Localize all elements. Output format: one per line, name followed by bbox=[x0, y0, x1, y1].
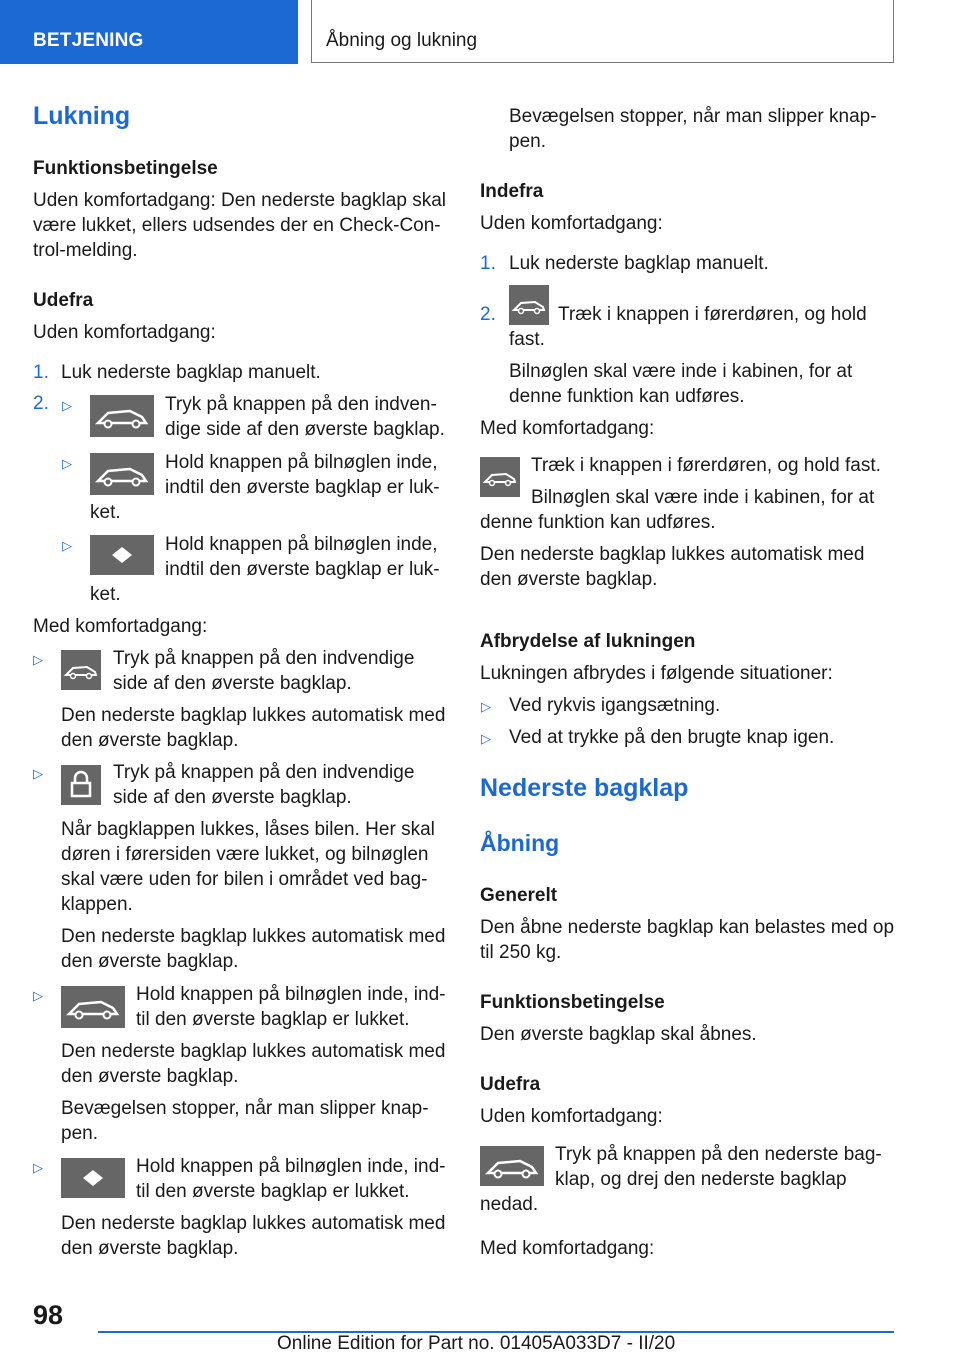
bullet-text: Tryk på knappen på den indven- bbox=[165, 394, 437, 415]
bullet-icon: ▷ bbox=[33, 1160, 43, 1175]
para-line: den øverste bagklap. bbox=[61, 1066, 239, 1087]
bullet-text: Ved at trykke på den brugte knap igen. bbox=[509, 727, 835, 748]
step-number: 2. bbox=[33, 393, 49, 414]
heading-indefra: Indefra bbox=[480, 181, 544, 202]
car-inside-button-icon bbox=[61, 650, 101, 690]
bullet-text: Tryk på knappen på den indvendige bbox=[113, 762, 415, 783]
heading-nederste-bagklap: Nederste bagklap bbox=[480, 774, 689, 802]
para-line: Bevægelsen stopper, når man slipper knap- bbox=[61, 1098, 429, 1119]
para-line: den øverste bagklap. bbox=[480, 569, 658, 590]
para-line: til 250 kg. bbox=[480, 942, 562, 963]
step-number: 1. bbox=[33, 362, 49, 383]
bullet-icon: ▷ bbox=[62, 538, 72, 553]
heading-abning: Åbning bbox=[480, 830, 560, 856]
para-line: klappen. bbox=[61, 894, 133, 915]
bullet-text: Hold knappen på bilnøglen inde, bbox=[165, 452, 438, 473]
para-line: Uden komfortadgang: bbox=[33, 322, 216, 343]
footer-edition: Online Edition for Part no. 01405A033D7 - II/20 bbox=[277, 1333, 676, 1354]
para-line: Når bagklappen lukkes, låses bilen. Her skal bbox=[61, 819, 435, 840]
step-number: 1. bbox=[480, 253, 496, 274]
door-button-icon bbox=[509, 285, 549, 325]
para-line: Bevægelsen stopper, når man slipper knap- bbox=[509, 106, 877, 127]
para-line: Med komfortadgang: bbox=[480, 1238, 655, 1259]
para-line: den øverste bagklap. bbox=[61, 730, 239, 751]
bullet-icon: ▷ bbox=[62, 398, 72, 413]
step-text: Træk i knappen i førerdøren, og hold bbox=[558, 304, 867, 325]
bullet-text: til den øverste bagklap er lukket. bbox=[136, 1181, 410, 1202]
car-key-tailgate-icon bbox=[61, 986, 125, 1028]
car-key-tailgate-icon bbox=[90, 453, 154, 495]
para-line: Bilnøglen skal være inde i kabinen, for at bbox=[531, 487, 875, 508]
heading-lukning: Lukning bbox=[33, 102, 131, 130]
step-number: 2. bbox=[480, 304, 496, 325]
bullet-text: side af den øverste bagklap. bbox=[113, 673, 352, 694]
para-line: denne funktion kan udføres. bbox=[480, 512, 716, 533]
bullet-text: Ved rykvis igangsætning. bbox=[509, 695, 721, 716]
bullet-text: Tryk på knappen på den indvendige bbox=[113, 648, 415, 669]
para-line: Bilnøglen skal være inde i kabinen, for at bbox=[509, 361, 853, 382]
bullet-text: Hold knappen på bilnøglen inde, ind- bbox=[136, 984, 446, 1005]
bullet-text: indtil den øverste bagklap er luk- bbox=[165, 477, 440, 498]
bullet-icon: ▷ bbox=[33, 988, 43, 1003]
bullet-text: ket. bbox=[90, 502, 121, 523]
para-line: klap, og drej den nederste bagklap bbox=[555, 1169, 847, 1190]
para-line: Den nederste bagklap lukkes automatisk med bbox=[61, 1213, 446, 1234]
heading-udefra: Udefra bbox=[33, 290, 94, 311]
para-line: Med komfortadgang: bbox=[480, 418, 655, 439]
para-line: Den øverste bagklap skal åbnes. bbox=[480, 1024, 757, 1045]
door-button-icon bbox=[480, 457, 520, 497]
heading-udefra: Udefra bbox=[480, 1074, 541, 1095]
bullet-text: ket. bbox=[90, 584, 121, 605]
step-text: Luk nederste bagklap manuelt. bbox=[509, 253, 769, 274]
section-title: BETJENING bbox=[33, 30, 144, 51]
bullet-text: indtil den øverste bagklap er luk- bbox=[165, 559, 440, 580]
para-line: nedad. bbox=[480, 1194, 539, 1215]
para-line: Lukningen afbrydes i følgende situationer: bbox=[480, 663, 833, 684]
para-line: skal være uden for bilen i området ved bag- bbox=[61, 869, 428, 890]
heading-generelt: Generelt bbox=[480, 885, 558, 906]
bullet-text: dige side af den øverste bagklap. bbox=[165, 419, 445, 440]
para-line: den øverste bagklap. bbox=[61, 1238, 239, 1259]
car-tailgate-icon bbox=[480, 1146, 544, 1186]
para-line: pen. bbox=[509, 131, 546, 152]
bullet-icon: ▷ bbox=[62, 456, 72, 471]
bullet-icon: ▷ bbox=[481, 699, 491, 714]
para-line: trol-melding. bbox=[33, 240, 138, 261]
car-tailgate-icon bbox=[90, 395, 154, 437]
section-tab bbox=[0, 0, 298, 64]
para-line: Den nederste bagklap lukkes automatisk med bbox=[480, 544, 865, 565]
heading-funktionsbetingelse: Funktionsbetingelse bbox=[480, 992, 665, 1013]
step-text: fast. bbox=[509, 329, 545, 350]
bullet-text: Hold knappen på bilnøglen inde, bbox=[165, 534, 438, 555]
para-line: Tryk på knappen på den nederste bag- bbox=[555, 1144, 882, 1165]
lock-icon bbox=[61, 765, 101, 805]
step-text: Luk nederste bagklap manuelt. bbox=[61, 362, 321, 383]
para-line: Den åbne nederste bagklap kan belastes med op bbox=[480, 917, 895, 938]
para-line: den øverste bagklap. bbox=[61, 951, 239, 972]
para-line: denne funktion kan udføres. bbox=[509, 386, 745, 407]
bullet-icon: ▷ bbox=[33, 766, 43, 781]
para-line: Den nederste bagklap lukkes automatisk med bbox=[61, 1041, 446, 1062]
para-line: Med komfortadgang: bbox=[33, 616, 208, 637]
para-line: Uden komfortadgang: bbox=[480, 1106, 663, 1127]
para-line: Uden komfortadgang: bbox=[480, 213, 663, 234]
bullet-icon: ▷ bbox=[481, 731, 491, 746]
para-line: være lukket, ellers udsendes der en Check-Con- bbox=[33, 215, 441, 236]
page-number: 98 bbox=[33, 1300, 64, 1330]
bullet-text: Hold knappen på bilnøglen inde, ind- bbox=[136, 1156, 446, 1177]
para-line: pen. bbox=[61, 1123, 98, 1144]
key-button-icon bbox=[90, 535, 154, 575]
para-line: Den nederste bagklap lukkes automatisk med bbox=[61, 705, 446, 726]
para-line: Den nederste bagklap lukkes automatisk med bbox=[61, 926, 446, 947]
para-line: Træk i knappen i førerdøren, og hold fast. bbox=[531, 455, 881, 476]
chapter-title: Åbning og lukning bbox=[326, 30, 478, 51]
key-button-icon bbox=[61, 1158, 125, 1198]
bullet-text: side af den øverste bagklap. bbox=[113, 787, 352, 808]
para-line: Uden komfortadgang: Den nederste bagklap skal bbox=[33, 190, 446, 211]
para-line: døren i førersiden være lukket, og bilnøglen bbox=[61, 844, 429, 865]
chapter-header bbox=[311, 0, 894, 63]
heading-funktionsbetingelse: Funktionsbetingelse bbox=[33, 158, 218, 179]
bullet-icon: ▷ bbox=[33, 652, 43, 667]
bullet-text: til den øverste bagklap er lukket. bbox=[136, 1009, 410, 1030]
heading-afbrydelse: Afbrydelse af lukningen bbox=[480, 631, 696, 652]
